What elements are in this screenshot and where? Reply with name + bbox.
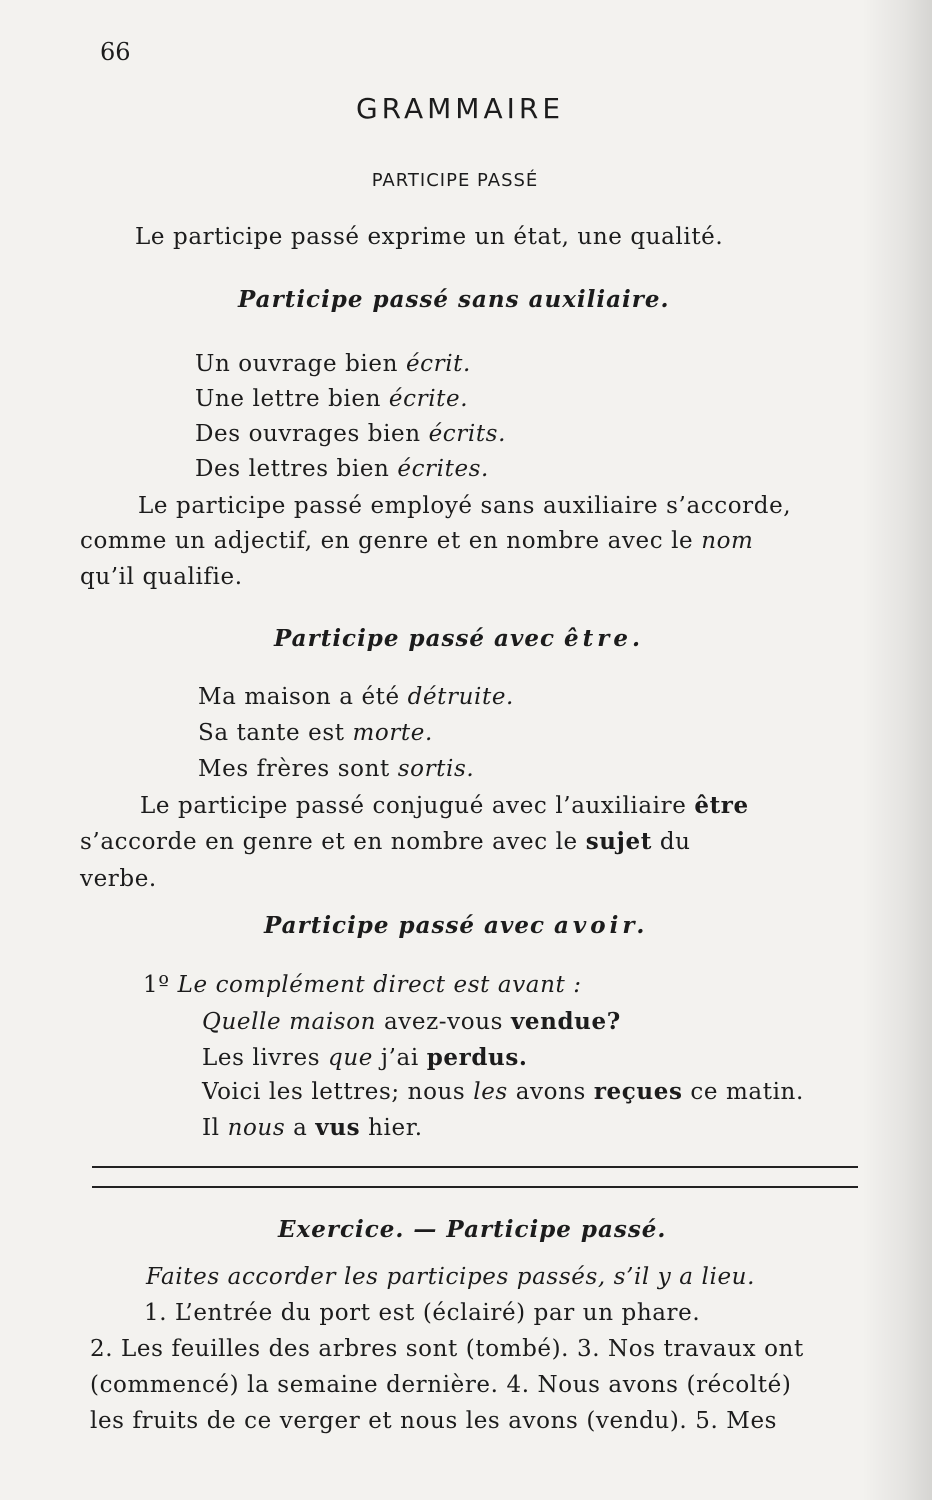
heading-auxiliary: être. bbox=[563, 625, 644, 652]
example-participle: morte. bbox=[352, 720, 433, 746]
example-complement: les bbox=[473, 1079, 508, 1105]
example-text: Un ouvrage bien bbox=[195, 351, 406, 377]
example-text: Mes frères sont bbox=[198, 756, 398, 782]
example-complement: que bbox=[328, 1045, 373, 1071]
example-participle: écrites. bbox=[397, 456, 489, 482]
heading-text: Participe passé avec bbox=[274, 625, 564, 652]
heading-text: Participe passé avec bbox=[264, 912, 554, 939]
page-title: GRAMMAIRE bbox=[355, 92, 565, 125]
example-participle: vus bbox=[315, 1114, 361, 1141]
example-text: a bbox=[285, 1115, 316, 1141]
example-line bbox=[195, 423, 506, 446]
exercise-line: (commencé) la semaine dernière. 4. Nous avons (récolté) bbox=[90, 1372, 792, 1398]
point-text: Le complément direct est avant : bbox=[177, 972, 582, 998]
heading-auxiliary: avoir. bbox=[553, 912, 649, 939]
example-participle: détruite. bbox=[407, 684, 514, 710]
example-line bbox=[202, 1010, 621, 1034]
rule-emphasis: nom bbox=[701, 528, 754, 554]
example-participle: sortis. bbox=[397, 756, 475, 782]
example-text: Les livres bbox=[202, 1045, 329, 1071]
example-participle: écrit. bbox=[405, 351, 471, 377]
rule-text-line: Le participe passé employé sans auxiliaire s’accorde, bbox=[138, 493, 792, 519]
example-participle: écrits. bbox=[428, 421, 506, 447]
example-line bbox=[202, 1080, 804, 1104]
heading-avec-etre bbox=[274, 625, 644, 652]
definition-text: Le participe passé exprime un état, une qualité. bbox=[135, 224, 724, 250]
rule-text: comme un adjectif, en genre et en nombre avec le bbox=[80, 528, 702, 554]
exercise-line: les fruits de ce verger et nous les avons (vendu). 5. Mes bbox=[90, 1408, 778, 1434]
point-number: 1º bbox=[143, 972, 170, 998]
example-text: j’ai bbox=[372, 1045, 427, 1071]
example-line bbox=[195, 353, 471, 376]
example-text: avez-vous bbox=[376, 1009, 511, 1035]
example-participle: vendue? bbox=[510, 1008, 621, 1035]
example-text: ce matin. bbox=[682, 1079, 804, 1105]
example-line bbox=[198, 758, 474, 781]
exercise-line: 1. L’entrée du port est (éclairé) par un phare. bbox=[144, 1300, 701, 1326]
rule-text-line: qu’il qualifie. bbox=[80, 564, 243, 590]
page-binding-shadow bbox=[862, 0, 932, 1500]
example-text: Sa tante est bbox=[198, 720, 353, 746]
example-participle: perdus. bbox=[426, 1044, 528, 1071]
section-divider bbox=[92, 1166, 858, 1168]
example-text: Ma maison a été bbox=[198, 684, 408, 710]
exercise-line: 2. Les feuilles des arbres sont (tombé). 3. Nos travaux ont bbox=[90, 1336, 804, 1362]
example-line bbox=[198, 722, 433, 745]
example-line bbox=[202, 1046, 528, 1070]
rule-text-line bbox=[140, 794, 749, 818]
exercise-instruction: Faites accorder les participes passés, s’il y a lieu. bbox=[146, 1264, 755, 1290]
rule-text: s’accorde en genre et en nombre avec le bbox=[80, 829, 586, 855]
example-text: Voici les lettres; nous bbox=[202, 1079, 474, 1105]
page-number: 66 bbox=[100, 38, 131, 66]
example-text: Des ouvrages bien bbox=[195, 421, 429, 447]
example-text: Une lettre bien bbox=[195, 386, 389, 412]
heading-avec-avoir bbox=[264, 912, 648, 939]
example-text: hier. bbox=[360, 1115, 423, 1141]
example-text: avons bbox=[507, 1079, 594, 1105]
section-divider bbox=[92, 1186, 858, 1188]
example-text: Des lettres bien bbox=[195, 456, 398, 482]
example-line bbox=[195, 388, 468, 411]
rule-text-line: verbe. bbox=[80, 866, 157, 892]
rule-text-line bbox=[80, 530, 753, 553]
rule-emphasis: être bbox=[694, 792, 749, 819]
exercise-heading: Exercice. — Participe passé. bbox=[278, 1216, 667, 1243]
point-line bbox=[143, 974, 582, 997]
example-line bbox=[195, 458, 489, 481]
example-complement: nous bbox=[227, 1115, 286, 1141]
section-title: PARTICIPE PASSÉ bbox=[371, 170, 539, 191]
example-participle: écrite. bbox=[388, 386, 469, 412]
example-line bbox=[198, 686, 514, 709]
example-text: Il bbox=[202, 1115, 228, 1141]
example-line bbox=[202, 1116, 423, 1140]
rule-emphasis: sujet bbox=[585, 828, 652, 855]
rule-text: du bbox=[651, 829, 691, 855]
rule-text: Le participe passé conjugué avec l’auxiliaire bbox=[140, 793, 695, 819]
example-complement: Quelle maison bbox=[202, 1009, 377, 1035]
rule-text-line bbox=[80, 830, 691, 854]
heading-sans-auxiliaire: Participe passé sans auxiliaire. bbox=[238, 286, 670, 313]
example-participle: reçues bbox=[593, 1078, 683, 1105]
